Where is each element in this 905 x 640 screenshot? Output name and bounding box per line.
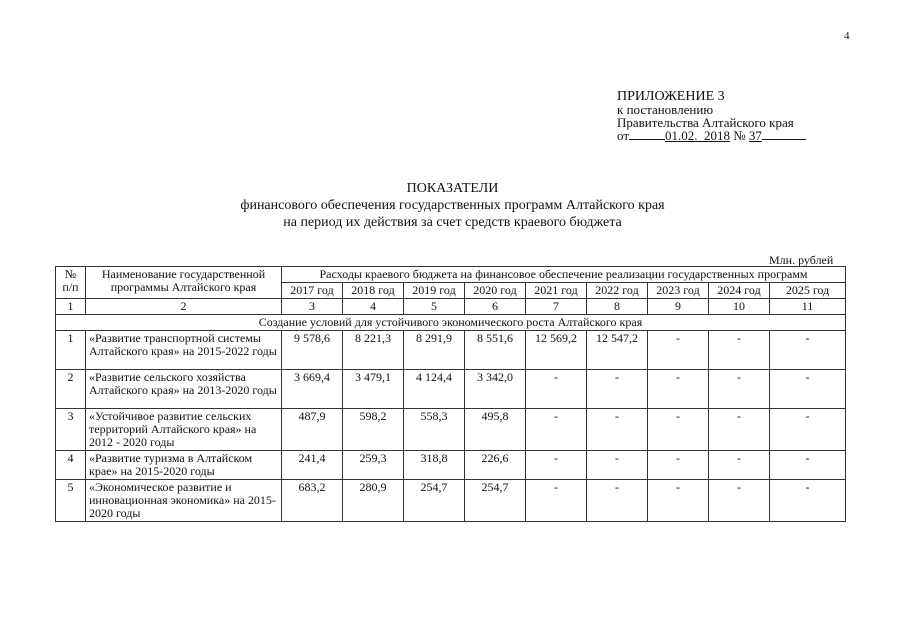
header-year: 2019 год (404, 283, 465, 299)
blank-line (762, 129, 806, 140)
column-number: 9 (648, 299, 709, 315)
row-value: - (709, 480, 770, 522)
row-value: 3 669,4 (282, 370, 343, 409)
row-value: 683,2 (282, 480, 343, 522)
appendix-line2: Правительства Алтайского края (617, 115, 794, 130)
row-value: 558,3 (404, 409, 465, 451)
row-value: 9 578,6 (282, 331, 343, 370)
header-year: 2018 год (343, 283, 404, 299)
row-value: 487,9 (282, 409, 343, 451)
row-value: - (648, 451, 709, 480)
row-value: - (587, 451, 648, 480)
row-value: 3 342,0 (465, 370, 526, 409)
row-name: «Развитие транспортной системы Алтайского края» на 2015-2022 годы (86, 331, 282, 370)
heading-line3: на период их действия за счет средств краевого бюджета (283, 215, 622, 230)
row-value: 8 551,6 (465, 331, 526, 370)
row-value: 3 479,1 (343, 370, 404, 409)
column-number: 1 (56, 299, 86, 315)
row-value: 226,6 (465, 451, 526, 480)
row-value: - (709, 451, 770, 480)
row-value: - (648, 331, 709, 370)
document-heading (0, 180, 905, 231)
row-value: 12 547,2 (587, 331, 648, 370)
header-year: 2020 год (465, 283, 526, 299)
table-row (56, 370, 846, 409)
appendix-number-sign: № (733, 128, 746, 143)
row-value: - (587, 370, 648, 409)
header-no: № п/п (56, 267, 86, 299)
table-row (56, 331, 846, 370)
appendix-from-label: от (617, 128, 630, 143)
row-value: - (770, 409, 846, 451)
heading-line2: финансового обеспечения государственных программ Алтайского края (240, 198, 665, 213)
row-name: «Устойчивое развитие сельских территорий Алтайского края» на 2012 - 2020 годы (86, 409, 282, 451)
row-name: «Развитие сельского хозяйства Алтайского края» на 2013-2020 годы (86, 370, 282, 409)
row-value: - (587, 409, 648, 451)
column-number: 6 (465, 299, 526, 315)
row-value: 254,7 (465, 480, 526, 522)
header-year: 2021 год (526, 283, 587, 299)
row-no: 1 (56, 331, 86, 370)
row-name: «Экономическое развитие и инновационная экономика» на 2015-2020 годы (86, 480, 282, 522)
row-value: - (526, 370, 587, 409)
row-value: - (526, 451, 587, 480)
row-no: 3 (56, 409, 86, 451)
header-year: 2022 год (587, 283, 648, 299)
table-row (56, 409, 846, 451)
header-year: 2025 год (770, 283, 846, 299)
column-number: 10 (709, 299, 770, 315)
column-number: 3 (282, 299, 343, 315)
row-value: - (648, 370, 709, 409)
header-year: 2017 год (282, 283, 343, 299)
row-no: 5 (56, 480, 86, 522)
table-row (56, 451, 846, 480)
row-value: - (709, 331, 770, 370)
column-number: 7 (526, 299, 587, 315)
section-title: Создание условий для устойчивого экономического роста Алтайского края (56, 315, 846, 331)
row-value: 12 569,2 (526, 331, 587, 370)
table-row (56, 480, 846, 522)
page-number: 4 (844, 30, 850, 42)
row-value: 8 291,9 (404, 331, 465, 370)
appendix-number: 37 (748, 128, 762, 143)
row-value: 280,9 (343, 480, 404, 522)
row-value: 254,7 (404, 480, 465, 522)
row-no: 4 (56, 451, 86, 480)
row-value: - (526, 480, 587, 522)
header-name: Наименование государственной программы Алтайского края (86, 267, 282, 299)
row-value: - (526, 409, 587, 451)
row-value: - (709, 370, 770, 409)
appendix-line1: к постановлению (617, 102, 714, 117)
appendix-title: ПРИЛОЖЕНИЕ 3 (617, 89, 725, 104)
row-value: - (587, 480, 648, 522)
row-value: - (770, 331, 846, 370)
header-year: 2023 год (648, 283, 709, 299)
appendix-date: 01.02. (665, 128, 698, 143)
appendix-date-line (617, 129, 806, 142)
row-value: - (770, 480, 846, 522)
column-number: 2 (86, 299, 282, 315)
row-no: 2 (56, 370, 86, 409)
row-name: «Развитие туризма в Алтайском крае» на 2015-2020 годы (86, 451, 282, 480)
appendix-block (617, 90, 806, 142)
row-value: - (648, 480, 709, 522)
appendix-year: 2018 (704, 128, 731, 143)
column-number: 5 (404, 299, 465, 315)
row-value: 241,4 (282, 451, 343, 480)
budget-table (55, 266, 846, 522)
row-value: 598,2 (343, 409, 404, 451)
row-value: 8 221,3 (343, 331, 404, 370)
row-value: - (770, 370, 846, 409)
units-label: Млн. рублей (769, 253, 834, 267)
row-value: - (648, 409, 709, 451)
row-value: 318,8 (404, 451, 465, 480)
row-value: - (770, 451, 846, 480)
column-number: 11 (770, 299, 846, 315)
row-value: - (709, 409, 770, 451)
header-year: 2024 год (709, 283, 770, 299)
column-number: 4 (343, 299, 404, 315)
blank-line (629, 129, 665, 140)
row-value: 4 124,4 (404, 370, 465, 409)
column-number: 8 (587, 299, 648, 315)
heading-line1: ПОКАЗАТЕЛИ (406, 181, 499, 196)
header-group: Расходы краевого бюджета на финансовое обеспечение реализации государственных программ (282, 267, 846, 283)
row-value: 495,8 (465, 409, 526, 451)
row-value: 259,3 (343, 451, 404, 480)
